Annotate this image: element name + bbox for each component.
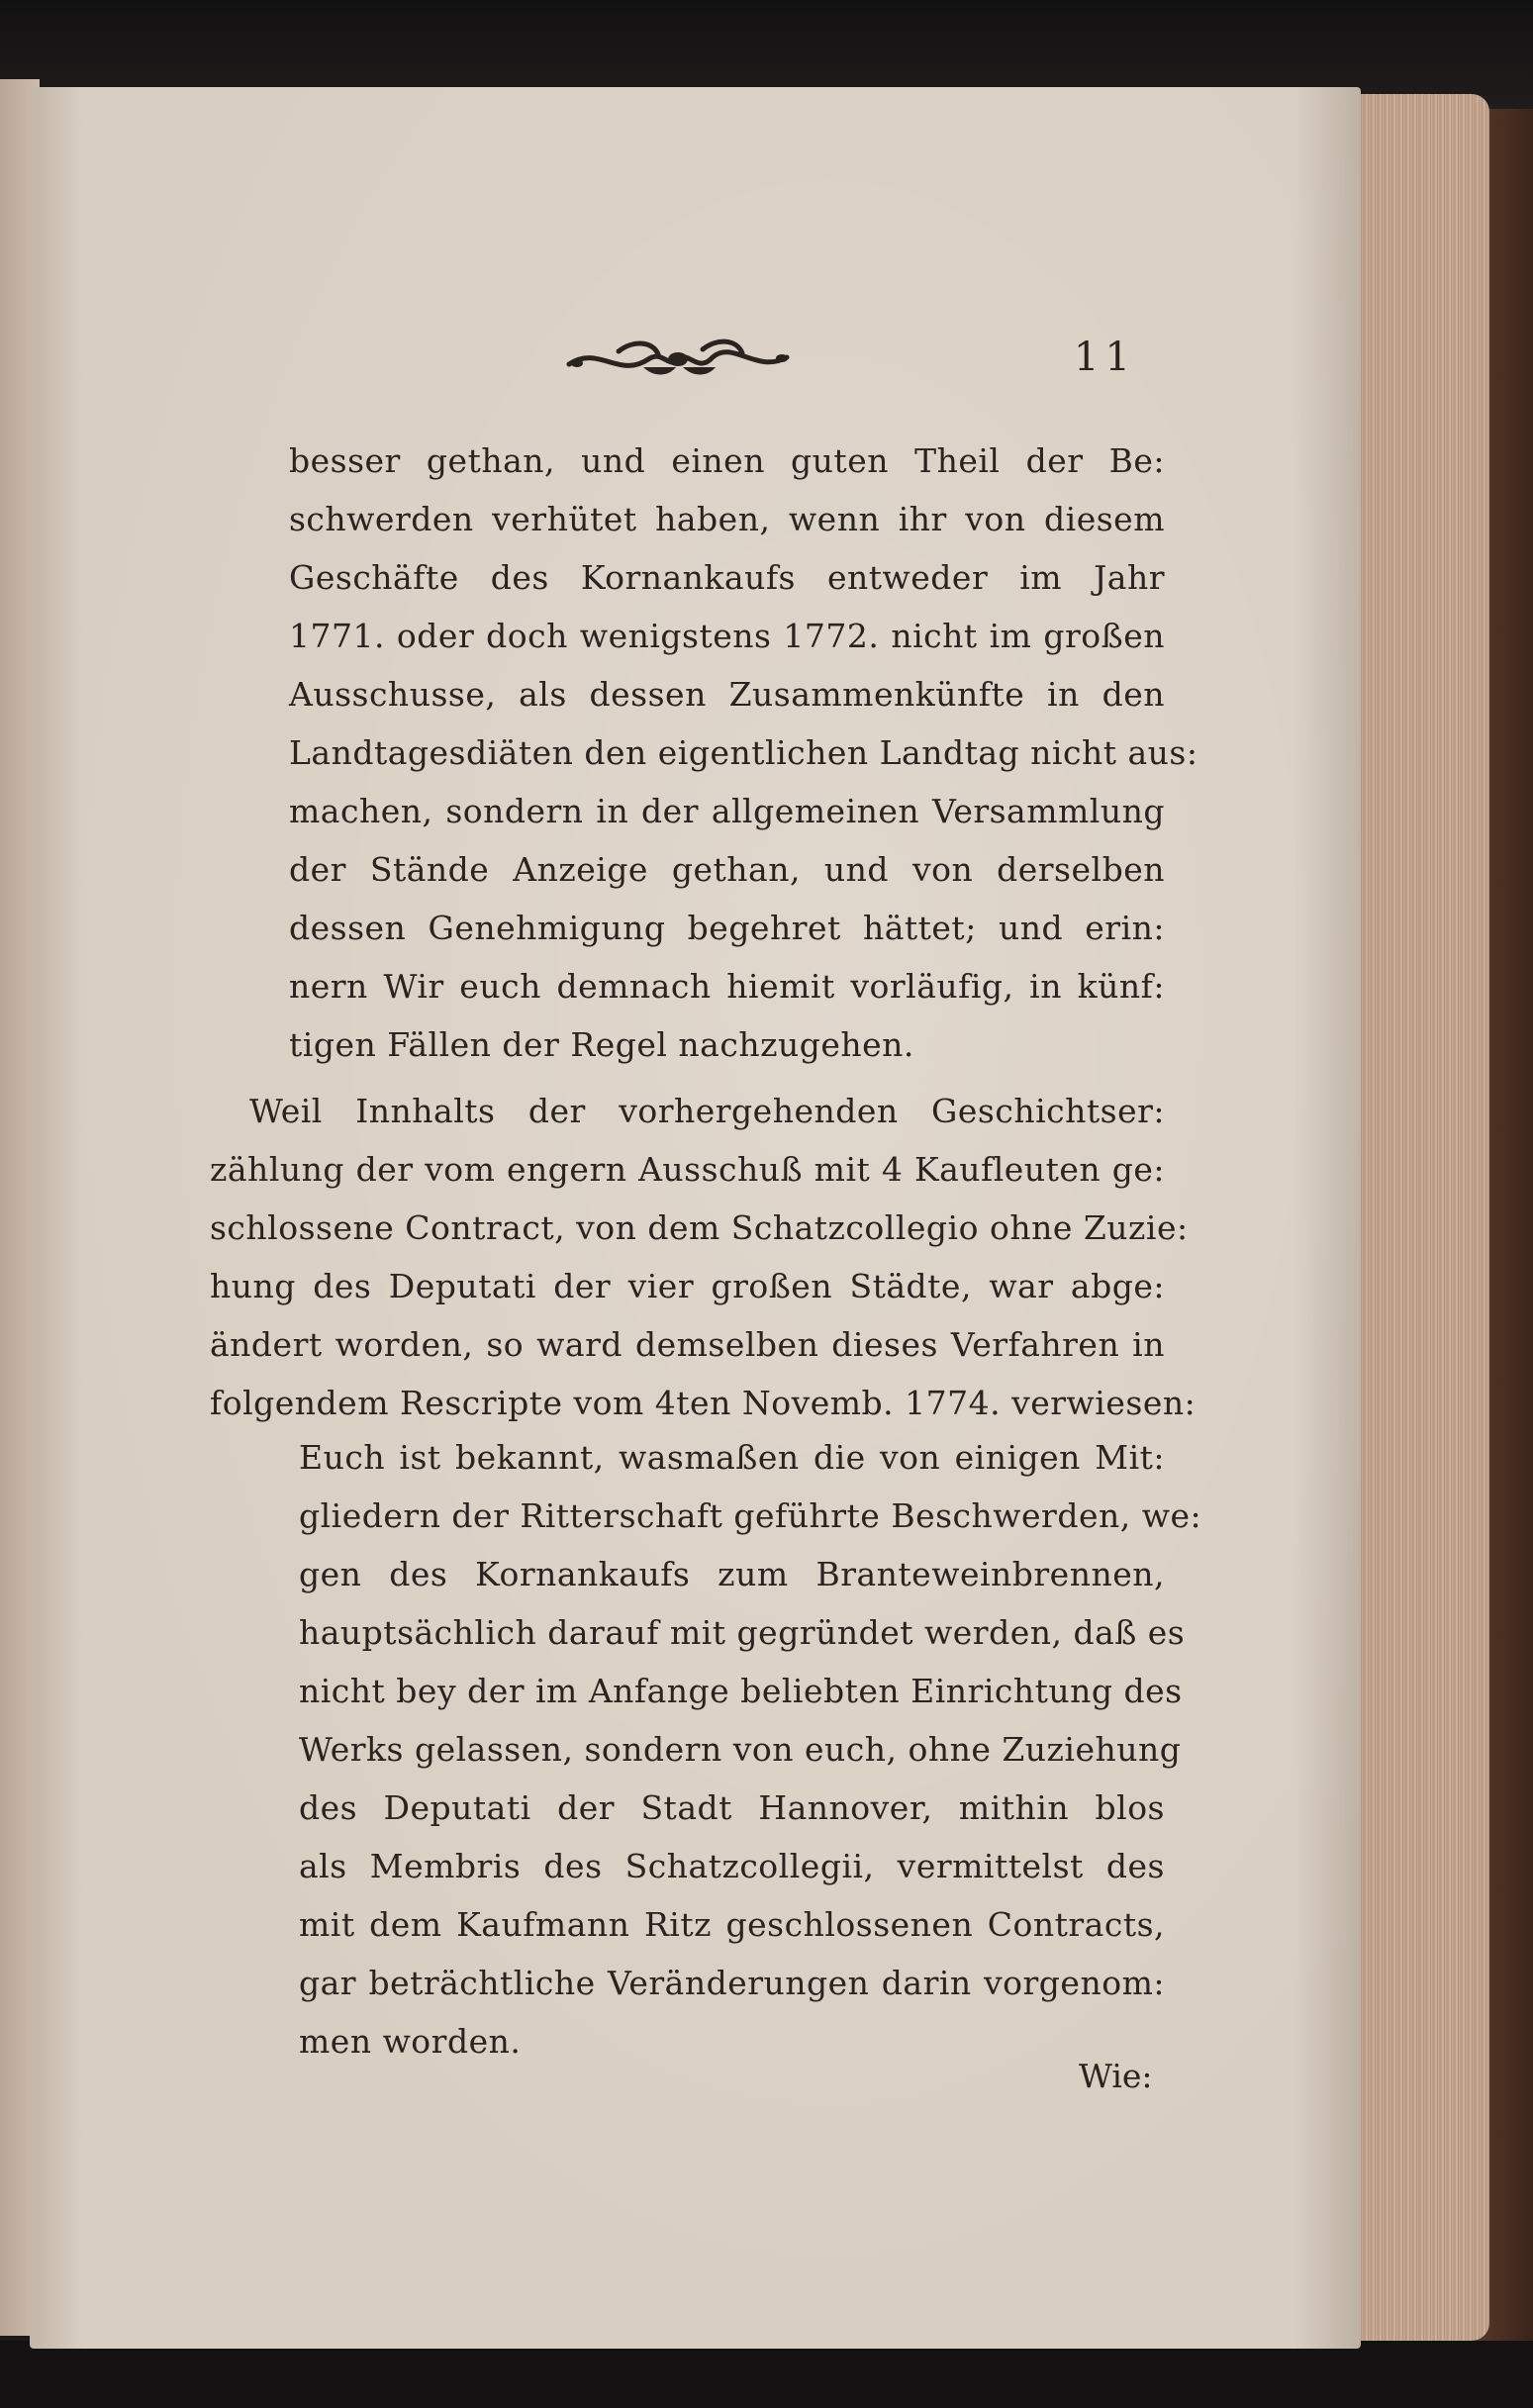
text-line: Weil Innhalts der vorhergehenden Geschichtser: [249, 1092, 1165, 1130]
quoted-rescript [299, 1428, 1202, 2071]
text-line: Landtagesdiäten den eigentlichen Landtag nicht aus: [289, 733, 1198, 772]
text-line: der Stände Anzeige gethan, und von derselben [289, 850, 1165, 889]
text-line: nern Wir euch demnach hiemit vorläufig, in künf: [289, 967, 1165, 1006]
text-line: Euch ist bekannt, wasmaßen die von einigen Mit: [299, 1438, 1165, 1477]
text-line: tigen Fällen der Regel nachzugehen. [289, 1025, 914, 1064]
text-line: gen des Kornankaufs zum Branteweinbrennen, [299, 1555, 1165, 1593]
background-bottom [0, 2341, 1533, 2408]
text-line: folgendem Rescripte vom 4ten Novemb. 1774. verwiesen: [210, 1384, 1197, 1422]
text-line: hauptsächlich darauf mit gegründet werden, daß es [299, 1613, 1186, 1652]
headpiece-ornament-icon [559, 330, 797, 389]
paragraph-2 [210, 1082, 1197, 1432]
text-line: men worden. [299, 2022, 522, 2061]
page-number: 11 [1074, 335, 1136, 380]
text-line: nicht bey der im Anfange beliebten Einrichtung des [299, 1672, 1183, 1710]
book-page [30, 87, 1361, 2349]
text-line: schwerden verhütet haben, wenn ihr von diesem [289, 500, 1165, 538]
text-line: gar beträchtliche Veränderungen darin vorgenom: [299, 1964, 1165, 2002]
text-line: besser gethan, und einen guten Theil der Be: [289, 441, 1165, 480]
text-line: Ausschusse, als dessen Zusammenkünfte in den [289, 675, 1165, 714]
text-line: Werks gelassen, sondern von euch, ohne Zuziehung [299, 1730, 1182, 1769]
text-line: gliedern der Ritterschaft geführte Beschwerden, we: [299, 1496, 1202, 1535]
text-line: zählung der vom engern Ausschuß mit 4 Kaufleuten ge: [210, 1150, 1165, 1189]
paragraph-1 [289, 432, 1198, 1074]
text-line: dessen Genehmigung begehret hättet; und erin: [289, 909, 1165, 947]
text-line: 1771. oder doch wenigstens 1772. nicht im großen [289, 617, 1165, 655]
text-line: als Membris des Schatzcollegii, vermittelst des [299, 1847, 1165, 1885]
catchword: Wie: [1079, 2057, 1153, 2095]
text-line: machen, sondern in der allgemeinen Versammlung [289, 792, 1165, 830]
text-line: hung des Deputati der vier großen Städte, war abge: [210, 1267, 1165, 1305]
text-line: schlossene Contract, von dem Schatzcollegio ohne Zuzie: [210, 1208, 1189, 1247]
text-line: Geschäfte des Kornankaufs entweder im Jahr [289, 558, 1165, 597]
text-line: mit dem Kaufmann Ritz geschlossenen Contracts, [299, 1905, 1165, 1944]
text-line: des Deputati der Stadt Hannover, mithin blos [299, 1788, 1165, 1827]
page-stack-edge [1341, 94, 1489, 2341]
text-line: ändert worden, so ward demselben dieses Verfahren in [210, 1325, 1165, 1364]
